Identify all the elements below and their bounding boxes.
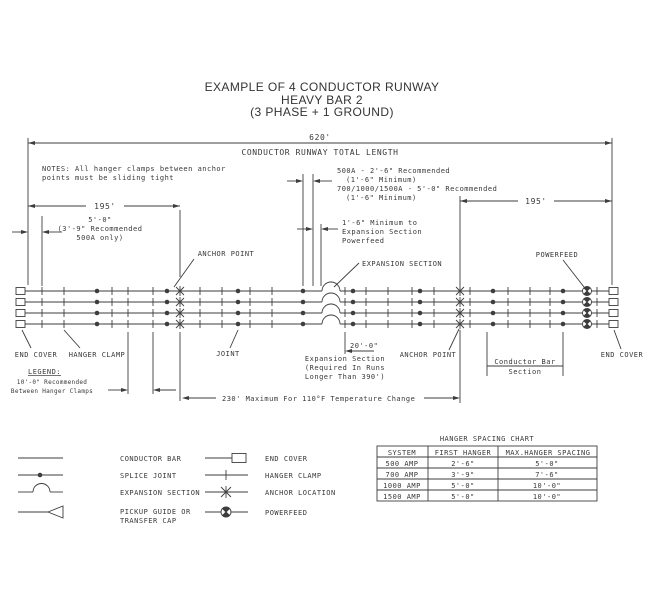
hanger-recommend-line-3: Between Hanger Clamps [10, 388, 94, 395]
splice-joint-symbol [236, 311, 241, 316]
cell-max-500: 5'-0" [535, 460, 559, 468]
cell-system-500: 500 AMP [385, 460, 419, 468]
callout-expansion-section [334, 260, 442, 287]
splice-joint-symbol [561, 311, 566, 316]
splice-joint-symbol [95, 300, 100, 305]
callout-end-cover-left [15, 330, 58, 359]
splice-joint-symbol [165, 289, 170, 294]
expansion-section-symbol [322, 304, 340, 313]
splice-joint-symbol [301, 289, 306, 294]
expansion-min-line-1: 1'-6" Minimum to [342, 219, 418, 227]
powerfeed-spacing-line-4: (1'-6" Minimum) [346, 194, 417, 202]
legend-label-expansion-section: EXPANSION SECTION [120, 489, 201, 497]
legend-label-hanger-clamp: HANGER CLAMP [265, 472, 322, 480]
chart-header-first-hanger: FIRST HANGER [434, 449, 492, 457]
callout-powerfeed [536, 251, 584, 287]
temperature-note: 230' Maximum For 110°F Temperature Change [222, 395, 416, 403]
joint-label: JOINT [216, 350, 240, 358]
callout-joint [216, 330, 240, 358]
powerfeed-spacing-line-1: 500A - 2'-6" Recommended [337, 167, 451, 175]
splice-joint-icon [38, 473, 43, 478]
splice-joint-symbol [236, 300, 241, 305]
end-cover-left-label: END COVER [14, 351, 58, 359]
splice-joint-symbol [351, 311, 356, 316]
splice-joint-symbol [165, 322, 170, 327]
hanger-recommend-line-2: 10'-0" Recommended [16, 379, 88, 386]
table-row [383, 493, 561, 501]
splice-joint-symbol [236, 289, 241, 294]
callout-anchor-point-left [174, 250, 255, 287]
splice-joint-symbol [491, 300, 496, 305]
dimension-powerfeed-spacing [287, 167, 497, 286]
splice-joint-symbol [165, 311, 170, 316]
splice-joint-symbol [491, 322, 496, 327]
expansion-min-line-3: Powerfeed [342, 237, 385, 245]
anchor-point-right-label: ANCHOR POINT [399, 351, 457, 359]
expansion-section-label: EXPANSION SECTION [362, 260, 443, 268]
expansion-length-value: 20'-0" [350, 342, 379, 350]
right-section-value: 195' [525, 197, 547, 206]
end-cover-symbol [16, 288, 25, 295]
splice-joint-symbol [418, 300, 423, 305]
powerfeed-label: POWERFEED [535, 251, 579, 259]
cell-first-1000: 5'-0" [451, 482, 475, 490]
title-line-1: EXAMPLE OF 4 CONDUCTOR RUNWAY [204, 80, 440, 94]
cell-max-700: 7'-6" [535, 471, 559, 479]
legend-label-transfer-cap: TRANSFER CAP [120, 517, 177, 525]
hanger-clamp-label: HANGER CLAMP [68, 351, 126, 359]
splice-joint-symbol [561, 289, 566, 294]
table-row [385, 460, 558, 468]
splice-joint-symbol [418, 322, 423, 327]
hanger-recommend-note [11, 332, 176, 395]
cell-max-1000: 10'-0" [532, 482, 562, 490]
expansion-section-symbol [322, 315, 340, 324]
hanger-spacing-chart [377, 435, 597, 501]
table-row [385, 471, 558, 479]
end-cover-symbol [609, 321, 618, 328]
powerfeed-spacing-line-2: (1'-6" Minimum) [346, 176, 417, 184]
splice-joint-symbol [301, 300, 306, 305]
splice-joint-symbol [351, 322, 356, 327]
left-section-value: 195' [94, 202, 116, 211]
splice-joint-symbol [95, 322, 100, 327]
legend-label-anchor-location: ANCHOR LOCATION [265, 489, 336, 497]
dimension-first-hanger [12, 216, 142, 286]
splice-joint-symbol [165, 300, 170, 305]
splice-joint-symbol [301, 322, 306, 327]
expansion-section-symbol [322, 293, 340, 302]
callout-hanger-clamp [64, 330, 125, 359]
notes-line-1: NOTES: All hanger clamps between anchor [42, 165, 226, 173]
cell-system-700: 700 AMP [385, 471, 419, 479]
dimension-expansion [305, 332, 385, 381]
expansion-note-line-1: Expansion Section [304, 355, 386, 363]
legend-label-powerfeed: POWERFEED [265, 509, 308, 517]
title-line-2: HEAVY BAR 2 [281, 93, 363, 107]
expansion-note-line-3: Longer Than 390') [304, 373, 386, 381]
first-hanger-line-3: 500A only) [76, 234, 124, 242]
expansion-min-line-2: Expansion Section [342, 228, 423, 236]
end-cover-symbol [16, 321, 25, 328]
drawing-title [205, 80, 440, 119]
cell-first-500: 2'-6" [451, 460, 475, 468]
powerfeed-spacing-line-3: 700/1000/1500A - 5'-0" Recommended [337, 185, 498, 193]
conductor-runway [16, 282, 618, 329]
splice-joint-symbol [491, 311, 496, 316]
callout-end-cover-right [601, 330, 644, 359]
first-hanger-line-1: 5'-0" [88, 216, 112, 224]
table-row [383, 482, 561, 490]
end-cover-symbol [609, 299, 618, 306]
end-cover-symbol [16, 310, 25, 317]
chart-header-max-spacing: MAX.HANGER SPACING [505, 449, 591, 457]
end-cover-symbol [16, 299, 25, 306]
notes-line-2: points must be sliding tight [42, 174, 175, 182]
notes-block [42, 165, 226, 182]
splice-joint-symbol [561, 322, 566, 327]
cell-system-1500: 1500 AMP [383, 493, 421, 501]
chart-header-system: SYSTEM [387, 449, 417, 457]
legend-label-splice-joint: SPLICE JOINT [120, 472, 177, 480]
powerfeed-icon [221, 507, 231, 517]
expansion-arc-icon [33, 484, 50, 492]
title-line-3: (3 PHASE + 1 GROUND) [250, 105, 394, 119]
splice-joint-symbol [95, 311, 100, 316]
splice-joint-symbol [418, 289, 423, 294]
cell-first-700: 3'-9" [451, 471, 475, 479]
legend-label-conductor-bar: CONDUCTOR BAR [120, 455, 182, 463]
splice-joint-symbol [236, 322, 241, 327]
end-cover-right-label: END COVER [600, 351, 644, 359]
splice-joint-symbol [95, 289, 100, 294]
conductor-bar-section-line-1: Conductor Bar [494, 358, 556, 366]
total-length-value: 620' [309, 133, 331, 142]
splice-joint-symbol [301, 311, 306, 316]
splice-joint-symbol [491, 289, 496, 294]
callout-anchor-point-right [400, 329, 459, 359]
legend-label-pickup-guide: PICKUP GUIDE OR [120, 508, 191, 516]
cell-max-1500: 10'-0" [532, 493, 562, 501]
symbol-legend [18, 454, 336, 526]
first-hanger-line-2: (3'-9" Recommended [57, 225, 143, 233]
legend-label-end-cover: END COVER [265, 455, 308, 463]
conductor-bar-section-line-2: Section [508, 368, 542, 376]
end-cover-icon [232, 454, 246, 463]
chart-title: HANGER SPACING CHART [439, 435, 535, 443]
legend-heading: LEGEND: [28, 368, 62, 376]
splice-joint-symbol [351, 289, 356, 294]
total-length-label: CONDUCTOR RUNWAY TOTAL LENGTH [241, 148, 399, 157]
expansion-note-line-2: (Required In Runs [304, 364, 386, 372]
end-cover-symbol [609, 288, 618, 295]
pickup-guide-icon [48, 506, 63, 518]
anchor-point-left-label: ANCHOR POINT [197, 250, 255, 258]
cell-system-1000: 1000 AMP [383, 482, 421, 490]
splice-joint-symbol [561, 300, 566, 305]
cell-first-1500: 5'-0" [451, 493, 475, 501]
splice-joint-symbol [351, 300, 356, 305]
splice-joint-symbol [418, 311, 423, 316]
conductor-bar-section-callout [487, 332, 563, 376]
end-cover-symbol [609, 310, 618, 317]
